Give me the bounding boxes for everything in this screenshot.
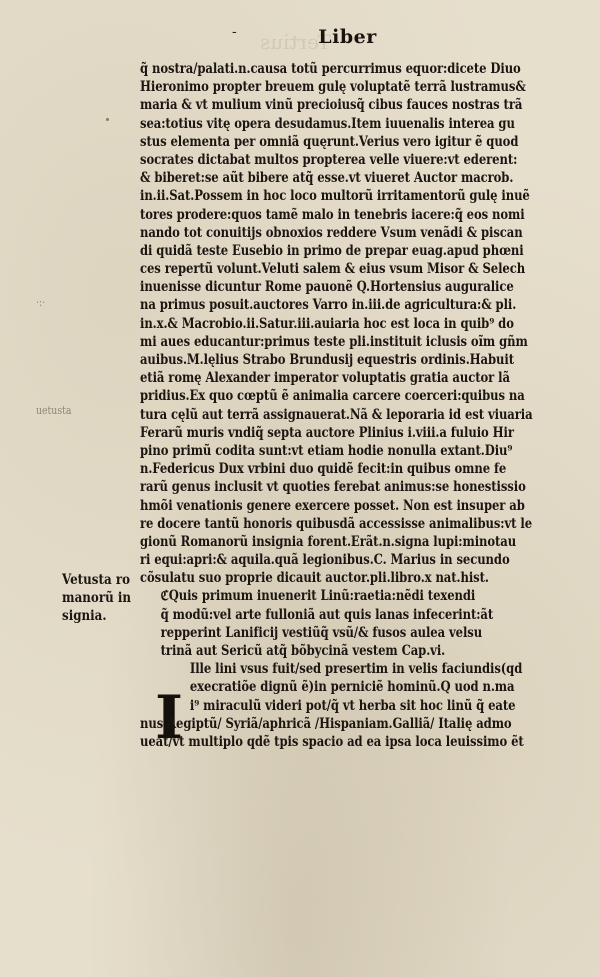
text-line: etiã romę Alexander imperator voluptatis gratia auctor lã xyxy=(140,370,510,387)
chapter-heading-line: trinã aut Sericũ atq̃ bõbycinã vestem Cap.vi. xyxy=(160,643,446,659)
text-line: stus elementa per omniã quęrunt.Verius vero igitur ẽ quod xyxy=(140,133,519,150)
text-line: execratiõe dignũ ẽ)in perniciẽ hominũ.Q uod n.ma xyxy=(189,679,515,696)
text-line: Hieronimo propter breuem gulę voluptatẽ terrã lustramus& xyxy=(140,79,526,96)
chapter-heading-line: repperint Lanificij vestiũq̃ vsũ/& fusos aulea velsu xyxy=(160,624,483,641)
chapter-heading-line: q̃ modũ:vel arte fulloniã aut quis lanas infecerint:ãt xyxy=(160,606,494,623)
text-line: q̃ nostra/palati.n.causa totũ percurrimus equor:dicete Diuo xyxy=(140,61,521,77)
text-line: ri equi:apri:& aquila.quã legionibus.C. Marius in secundo xyxy=(140,552,510,569)
text-line: maria & vt mulium vinũ precioiusq̃ cibus fauces nostras trã xyxy=(140,97,523,114)
text-line: inuenisse dicuntur Rome pauonẽ Q.Hortensius auguralice xyxy=(140,279,514,296)
running-head-text: Liber xyxy=(318,26,377,48)
text-line: in.x.& Macrobio.ii.Satur.iii.auiaria hoc est loca in quib⁹ do xyxy=(140,315,514,332)
text-line: ces repertũ volunt.Veluti salem & eius vsum Misor & Selech xyxy=(140,261,526,278)
faint-margin-note: uetusta xyxy=(36,404,72,417)
text-line: i⁹ miraculũ videri pot/q̃ vt herba sit hoc linũ q̃ eate xyxy=(189,697,516,714)
text-line: tores prodere:quos tamẽ malo in tenebris iacere:q̃ eos nomi xyxy=(140,206,525,223)
text-line: sea:totius vitę opera desudamus.Item iuuenalis interea gu xyxy=(140,115,515,132)
faint-margin-mark: ·:· xyxy=(36,296,46,309)
marginal-note-line: Vetusta ro xyxy=(62,572,131,588)
text-line: di quidã teste Eusebio in primo de prepar euag.apud phœni xyxy=(140,242,524,259)
text-line: Ille lini vsus fuit/sed presertim in velis faciundis(qd xyxy=(189,661,523,678)
main-text xyxy=(140,60,585,751)
marginal-note xyxy=(62,571,142,625)
text-line: cõsulatu suo proprie dicauit auctor.pli.libro.x nat.hist. xyxy=(140,570,489,587)
text-line: socrates dictabat multos propterea velle viuere:vt ederent: xyxy=(140,151,518,168)
text-line: tura cęlũ aut terrã assignauerat.Nã & leporaria id est viuaria xyxy=(140,406,533,423)
text-line: Ferarũ muris vndiq̃ septa auctore Plinius i.viii.a fuluio Hir xyxy=(140,424,514,441)
decorated-initial: I xyxy=(154,683,184,753)
text-line: nus Aegiptũ/ Syriã/aphricã /Hispaniam.Galliã/ Italię admo xyxy=(140,715,512,732)
text-line: hmõi venationis genere exercere posset. Non est insuper ab xyxy=(140,497,525,514)
text-line: rarũ genus inclusit vt quoties ferebat animus:se honestissio xyxy=(140,479,526,496)
text-line: auibus.M.lęlius Strabo Brundusij equestris ordinis.Habuit xyxy=(140,352,514,368)
text-line: na primus posuit.auctores Varro in.iii.de agricultura:& pli. xyxy=(140,297,517,314)
running-head-dash: - xyxy=(232,24,237,40)
bleed-through-text: Tertius xyxy=(260,30,331,54)
text-line: n.Federicus Dux vrbini duo quidẽ fecit:in quibus omne fe xyxy=(140,461,507,478)
chapter-heading-line: ℭQuis primum inuenerit Linũ:raetia:nẽdi texendi xyxy=(160,588,476,605)
text-line: & biberet:se aũt bibere atq̃ esse.vt viueret Auctor macrob. xyxy=(140,170,514,187)
text-line: ueat/vt multiplo qdẽ tpis spacio ad ea ipsa loca leuissimo ẽt xyxy=(140,733,524,750)
text-line: mi aues educantur:primus teste pli.instituit iclusis oĩm gñm xyxy=(140,333,528,350)
text-line: in.ii.Sat.Possem in hoc loco multorũ irritamentorũ gulę inuẽ xyxy=(140,188,530,205)
text-line: gionũ Romanorũ insignia forent.Erãt.n.signa lupi:minotau xyxy=(140,533,517,550)
margin-dot xyxy=(106,118,109,121)
text-line: pino primũ codita sunt:vt etiam hodie nonulla extant.Diu⁹ xyxy=(140,442,513,459)
text-line: re docere tantũ honoris quibusdã accessisse animalibus:vt le xyxy=(140,515,533,532)
running-head xyxy=(0,26,600,48)
text-line: nando tot conuitijs obnoxios reddere Vsum venãdi & piscan xyxy=(140,224,523,241)
marginal-note-line: manorũ in xyxy=(62,590,132,606)
text-line: pridius.Ex quo cœptũ ẽ animalia carcere coerceri:quibus na xyxy=(140,388,525,405)
marginal-note-line: signia. xyxy=(62,608,107,624)
